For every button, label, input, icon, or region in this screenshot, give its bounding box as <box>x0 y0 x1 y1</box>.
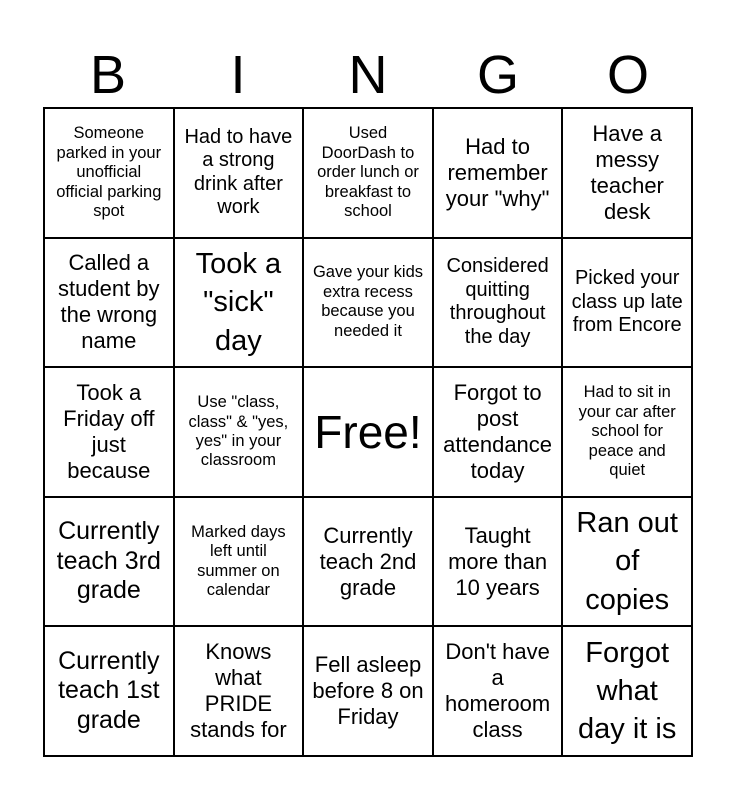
header-letter-i: I <box>230 45 246 105</box>
header-letter-n: N <box>348 45 388 105</box>
bingo-cell-r1c5[interactable]: Have a messy teacher desk <box>562 108 692 238</box>
bingo-cell-r1c1[interactable]: Someone parked in your unofficial official parking spot <box>44 108 174 238</box>
bingo-grid <box>43 107 693 757</box>
bingo-cell-r4c3[interactable]: Currently teach 2nd grade <box>303 497 433 627</box>
header-letter-o: O <box>606 45 649 105</box>
bingo-cell-r3c1[interactable]: Took a Friday off just because <box>44 367 174 497</box>
bingo-cell-r5c5[interactable]: Forgot what day it is <box>562 626 692 756</box>
bingo-cell-r4c4[interactable]: Taught more than 10 years <box>433 497 563 627</box>
bingo-cell-r4c2[interactable]: Marked days left until summer on calendar <box>174 497 304 627</box>
bingo-cell-r2c1[interactable]: Called a student by the wrong name <box>44 238 174 368</box>
bingo-cell-r5c3[interactable]: Fell asleep before 8 on Friday <box>303 626 433 756</box>
bingo-cell-r3c4[interactable]: Forgot to post attendance today <box>433 367 563 497</box>
bingo-cell-r4c5[interactable]: Ran out of copies <box>562 497 692 627</box>
bingo-cell-r5c1[interactable]: Currently teach 1st grade <box>44 626 174 756</box>
bingo-cell-r1c2[interactable]: Had to have a strong drink after work <box>174 108 304 238</box>
bingo-cell-r5c4[interactable]: Don't have a homeroom class <box>433 626 563 756</box>
bingo-cell-r2c5[interactable]: Picked your class up late from Encore <box>562 238 692 368</box>
bingo-cell-r3c2[interactable]: Use "class, class" & "yes, yes" in your classroom <box>174 367 304 497</box>
bingo-cell-r2c3[interactable]: Gave your kids extra recess because you needed it <box>303 238 433 368</box>
bingo-header <box>43 40 693 110</box>
bingo-cell-r5c2[interactable]: Knows what PRIDE stands for <box>174 626 304 756</box>
header-letter-g: G <box>476 45 519 105</box>
bingo-cell-r1c4[interactable]: Had to remember your "why" <box>433 108 563 238</box>
bingo-cell-r3c5[interactable]: Had to sit in your car after school for peace and quiet <box>562 367 692 497</box>
bingo-cell-free[interactable]: Free! <box>303 367 433 497</box>
bingo-cell-r2c2[interactable]: Took a "sick" day <box>174 238 304 368</box>
header-letter-b: B <box>89 45 127 105</box>
bingo-cell-r1c3[interactable]: Used DoorDash to order lunch or breakfast to school <box>303 108 433 238</box>
bingo-cell-r4c1[interactable]: Currently teach 3rd grade <box>44 497 174 627</box>
bingo-cell-r2c4[interactable]: Considered quitting throughout the day <box>433 238 563 368</box>
